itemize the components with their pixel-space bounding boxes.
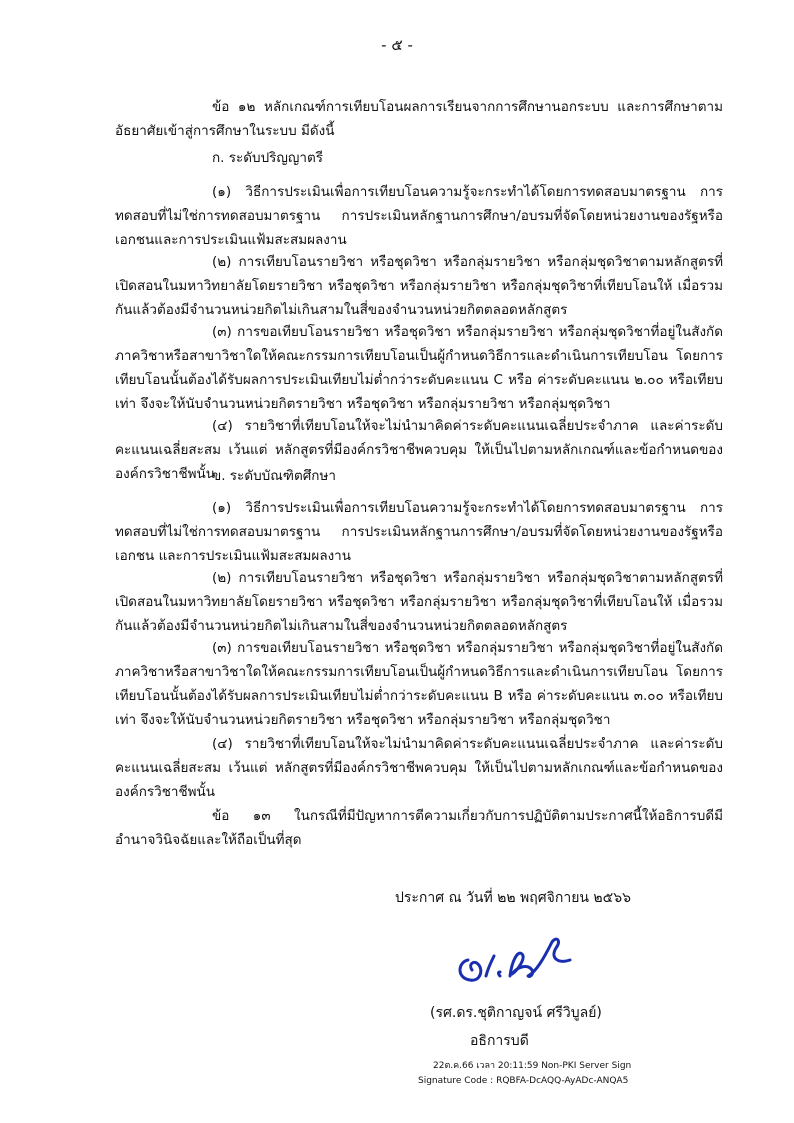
digital-sign-timestamp: 22ต.ค.66 เวลา 20:11:59 Non-PKI Server Sign xyxy=(433,1061,632,1071)
section-b-item-2: (๒) การเทียบโอนรายวิชา หรือชุดวิชา หรือกลุ่มรายวิชา หรือกลุ่มชุดวิชาตามหลักสูตรที่เปิดสอนในมหาวิทยาลัยโดยรายวิชา หรือชุดวิชา หรือกลุ่มรายวิชา หรือกลุ่มชุดวิชาที่เทียบโอนให้ เมื่อรวมกันแล้วต้องมีจำนวนหน่วยกิตไม่เกินสามในสี่ของจำนวนหน่วยกิตตลอดหลักสูตร xyxy=(115,570,723,634)
signature-image xyxy=(448,930,588,990)
announcement-date: ประกาศ ณ วันที่ ๒๒ พฤศจิกายน ๒๕๖๖ xyxy=(395,890,632,906)
section-b-item-4: (๔) รายวิชาที่เทียบโอนให้จะไม่นำมาคิดค่าระดับคะแนนเฉลี่ยประจำภาค และค่าระดับคะแนนเฉลี่ยสะสม เว้นแต่ หลักสูตรที่มีองค์กรวิชาชีพควบคุม ให้เป็นไปตามหลักเกณฑ์และข้อกำหนดขององค์กรวิชาชีพนั้น xyxy=(115,736,723,800)
clause-12: ข้อ ๑๒ หลักเกณฑ์การเทียบโอนผลการเรียนจากการศึกษานอกระบบ และการศึกษาตามอัธยาศัยเข้าสู่การศึกษาในระบบ มีดังนี้ xyxy=(115,99,723,139)
clause-13: ข้อ ๑๓ ในกรณีที่มีปัญหาการตีความเกี่ยวกับการปฏิบัติตามประกาศนี้ให้อธิการบดีมีอำนาจวินิจฉัยและให้ถือเป็นที่สุด xyxy=(115,808,723,848)
section-a-item-1: (๑) วิธีการประเมินเพื่อการเทียบโอนความรู้จะกระทำได้โดยการทดสอบมาตรฐาน การทดสอบที่ไม่ใช่การทดสอบมาตรฐาน การประเมินหลักฐานการศึกษา/อบรมที่จัดโดยหน่วยงานของรัฐหรือเอกชนและการประเมินแฟ้มสะสมผลงาน xyxy=(115,184,723,248)
section-b-heading: ข. ระดับบัณฑิตศึกษา xyxy=(212,468,336,484)
section-a-item-3: (๓) การขอเทียบโอนรายวิชา หรือชุดวิชา หรือกลุ่มรายวิชา หรือกลุ่มชุดวิชาที่อยู่ในสังกัด ภาควิชาหรือสาขาวิชาใดให้คณะกรรมการเทียบโอนเป็นผู้กำหนดวิธีการและดำเนินการเทียบโอน โดยการเทียบโอนนั้นต้องได้รับผลการประเมินเทียบไม่ต่ำกว่าระดับคะแนน C หรือ ค่าระดับคะแนน ๒.๐๐ หรือเทียบเท่า จึงจะให้นับจำนวนหน่วยกิตรายวิชา หรือชุดวิชา หรือกลุ่มรายวิชา หรือกลุ่มชุดวิชา xyxy=(115,324,723,412)
section-b-item-3: (๓) การขอเทียบโอนรายวิชา หรือชุดวิชา หรือกลุ่มรายวิชา หรือกลุ่มชุดวิชาที่อยู่ในสังกัด ภาควิชาหรือสาขาวิชาใดให้คณะกรรมการเทียบโอนเป็นผู้กำหนดวิธีการและดำเนินการเทียบโอน โดยการเทียบโอนนั้นต้องได้รับผลการประเมินเทียบไม่ต่ำกว่าระดับคะแนน B หรือ ค่าระดับคะแนน ๓.๐๐ หรือเทียบเท่า จึงจะให้นับจำนวนหน่วยกิตรายวิชา หรือชุดวิชา หรือกลุ่มรายวิชา หรือกลุ่มชุดวิชา xyxy=(115,640,723,728)
section-a-heading: ก. ระดับปริญญาตรี xyxy=(212,150,324,166)
section-a-item-2: (๒) การเทียบโอนรายวิชา หรือชุดวิชา หรือกลุ่มรายวิชา หรือกลุ่มชุดวิชาตามหลักสูตรที่เปิดสอนในมหาวิทยาลัยโดยรายวิชา หรือชุดวิชา หรือกลุ่มรายวิชา หรือกลุ่มชุดวิชาที่เทียบโอนให้ เมื่อรวมกันแล้วต้องมีจำนวนหน่วยกิตไม่เกินสามในสี่ของจำนวนหน่วยกิตตลอดหลักสูตร xyxy=(115,254,723,318)
signer-name: (รศ.ดร.ชุติกาญจน์ ศรีวิบูลย์) xyxy=(430,1005,602,1021)
signature-code: Signature Code : RQBFA-DcAQQ-AyADc-ANQA5 xyxy=(418,1076,629,1086)
page-number: - ๕ - xyxy=(381,36,413,54)
section-b-item-1: (๑) วิธีการประเมินเพื่อการเทียบโอนความรู้จะกระทำได้โดยการทดสอบมาตรฐาน การทดสอบที่ไม่ใช่การทดสอบมาตรฐาน การประเมินหลักฐานการศึกษา/อบรมที่จัดโดยหน่วยงานของรัฐหรือเอกชน และการประเมินแฟ้มสะสมผลงาน xyxy=(115,500,723,564)
signer-title: อธิการบดี xyxy=(470,1033,529,1049)
section-a-item-4: (๔) รายวิชาที่เทียบโอนให้จะไม่นำมาคิดค่าระดับคะแนนเฉลี่ยประจำภาค และค่าระดับคะแนนเฉลี่ยสะสม เว้นแต่ หลักสูตรที่มีองค์กรวิชาชีพควบคุม ให้เป็นไปตามหลักเกณฑ์และข้อกำหนดขององค์กรวิชาชีพนั้น xyxy=(115,418,723,482)
